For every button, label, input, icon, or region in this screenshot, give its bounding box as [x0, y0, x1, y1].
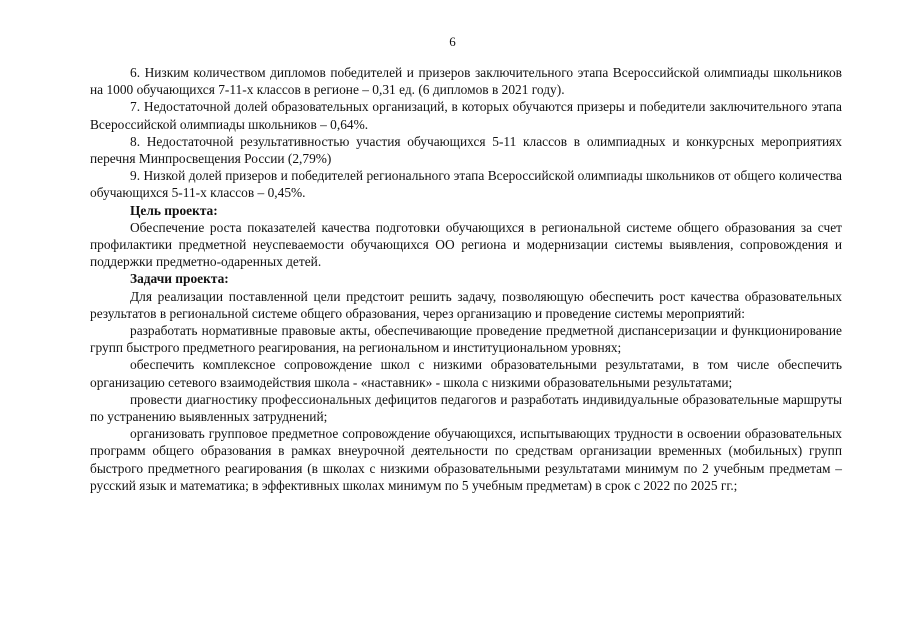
heading-project-goal: Цель проекта: [130, 202, 218, 218]
paragraph-problem-6: 6. Низким количеством дипломов победителей и призеров заключительного этапа Всероссийской олимпиады школьников на 1000 обучающихся 7-11-х классов в регионе – 0,31 ед. (6 дипломов в 2021 году). [90, 65, 842, 98]
paragraph-task-normative-acts: разработать нормативные правовые акты, обеспечивающие проведение предметной диспансеризации и функционирование групп быстрого предметного реагирования, на региональном и институциональном уровнях; [90, 323, 842, 356]
paragraph-task-diagnostics: провести диагностику профессиональных дефицитов педагогов и разработать индивидуальные образовательные маршруты по устранению выявленных затруднений; [90, 391, 842, 425]
paragraph-task-school-support: обеспечить комплексное сопровождение школ с низкими образовательными результатами, в том числе обеспечить организацию сетевого взаимодействия школа - «наставник» - школа с низкими образовательными результатами; [90, 357, 842, 390]
paragraph-problem-8: 8. Недостаточной результативностью участия обучающихся 5-11 классов в олимпиадных и конкурсных мероприятиях перечня Минпросвещения России (2,79%) [90, 133, 842, 167]
paragraph-problem-9: 9. Низкой долей призеров и победителей регионального этапа Всероссийской олимпиады школьников от общего количества обучающихся 5-11-х классов – 0,45%. [90, 168, 842, 201]
paragraph-project-goal: Обеспечение роста показателей качества подготовки обучающихся в региональной системе общего образования за счет профилактики предметной неуспеваемости обучающихся ОО региона и модернизации системы выявления, сопровождения и поддержки предметно-одаренных детей. [90, 219, 842, 270]
heading-project-tasks: Задачи проекта: [130, 271, 229, 287]
paragraph-tasks-intro: Для реализации поставленной цели предстоит решить задачу, позволяющую обеспечить рост качества образовательных результатов в региональной системе общего образования, через организацию и проведение системы мероприятий: [90, 288, 842, 321]
paragraph-problem-7: 7. Недостаточной долей образовательных организаций, в которых обучаются призеры и победители заключительного этапа Всероссийской олимпиады школьников – 0,64%. [90, 99, 842, 132]
document-body [90, 64, 842, 494]
page-number: 6 [449, 34, 456, 49]
paragraph-task-group-support: организовать групповое предметное сопровождение обучающихся, испытывающих трудности в освоении образовательных программ общего образования в рамках внеурочной деятельности по средствам организации временных (мобильных) групп быстрого предметного реагирования (в школах с низкими образовательными результатами минимум по 2 учебным предметам – русский язык и математика; в эффективных школах минимум по 5 учебным предметам) в срок с 2022 по 2025 гг.; [90, 426, 842, 493]
